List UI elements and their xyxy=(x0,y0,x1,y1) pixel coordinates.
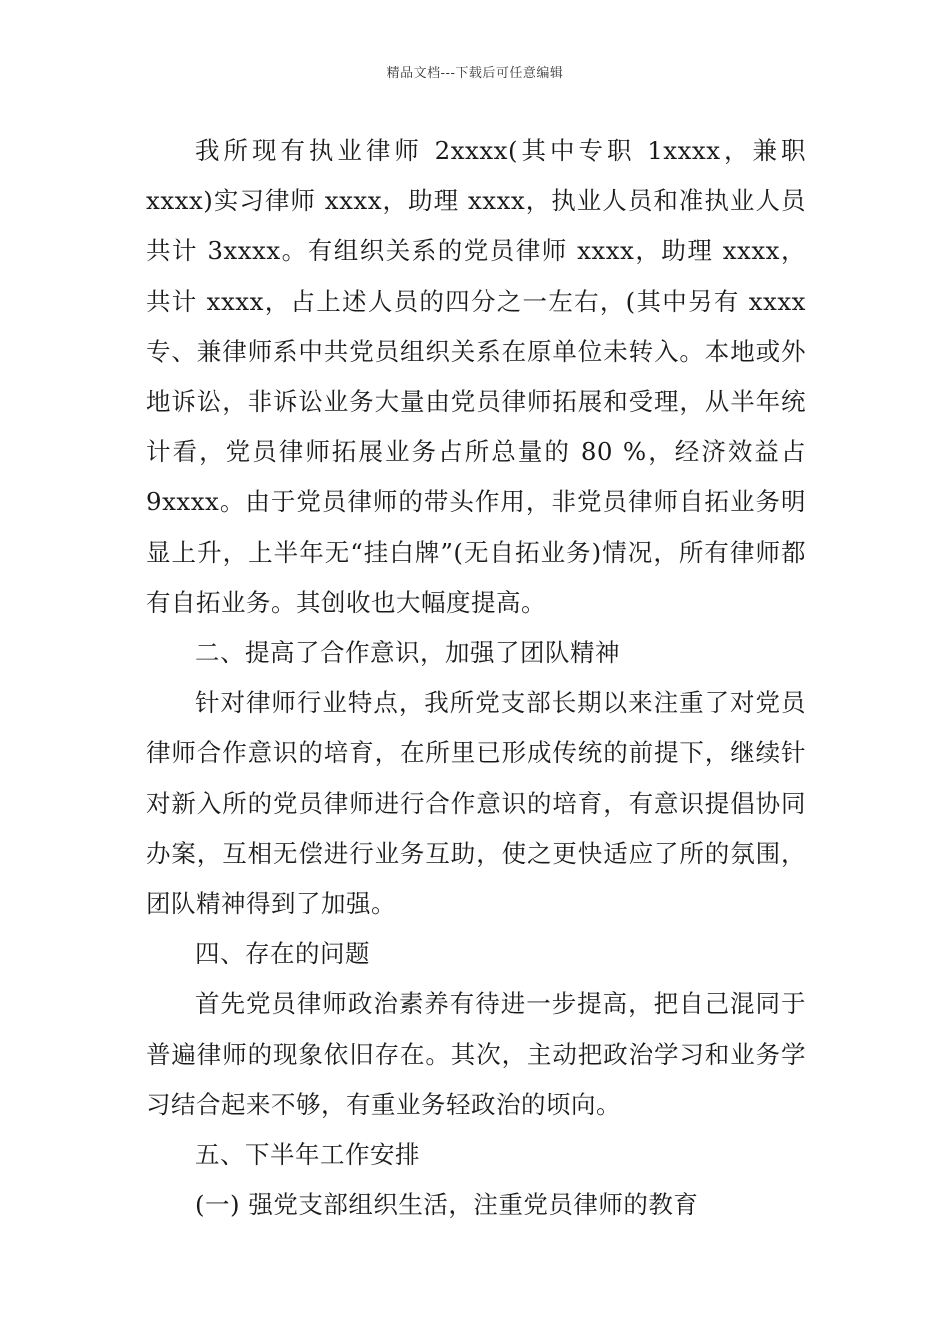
section-heading-plan: 五、下半年工作安排 xyxy=(195,1140,420,1170)
document-body xyxy=(146,126,806,1230)
paragraph-cooperation: 针对律师行业特点，我所党支部长期以来注重了对党员律师合作意识的培育，在所里已形成传统的前提下，继续针对新入所的党员律师进行合作意识的培育，有意识提倡协同办案，互相无偿进行业务互助，使之更快适应了所的氛围，团队精神得到了加强。 xyxy=(146,688,806,919)
paragraph-problems: 首先党员律师政治素养有待进一步提高，把自己混同于普遍律师的现象依旧存在。其次，主动把政治学习和业务学习结合起来不够，有重业务轻政治的顷向。 xyxy=(146,989,806,1119)
section-heading-problems: 四、存在的问题 xyxy=(195,939,370,969)
subsection-heading-party-life: (一) 强党支部组织生活，注重党员律师的教育 xyxy=(195,1190,699,1220)
section-heading-cooperation: 二、提高了合作意识，加强了团队精神 xyxy=(195,638,620,668)
page-header: 精品文档---下载后可任意编辑 xyxy=(386,66,564,81)
paragraph-staff-stats: 我所现有执业律师 2xxxx(其中专职 1xxxx，兼职 xxxx)实习律师 xxxx，助理 xxxx，执业人员和准执业人员共计 3xxxx。有组织关系的党员律师 xxxx，助理 xxxx，共计 xxxx，占上述人员的四分之一左右，(其中另有 xxxx 专、兼律师系中共党员组织关系在原单位未转入。本地或外地诉讼，非诉讼业务大量由党员律师拓展和受理，从半年统计看，党员律师拓展业务占所总量的 80 %，经济效益占 9xxxx。由于党员律师的带头作用，非党员律师自拓业务明显上升，上半年无“挂白牌”(无自拓业务)情况，所有律师都有自拓业务。其创收也大幅度提高。 xyxy=(146,136,806,617)
